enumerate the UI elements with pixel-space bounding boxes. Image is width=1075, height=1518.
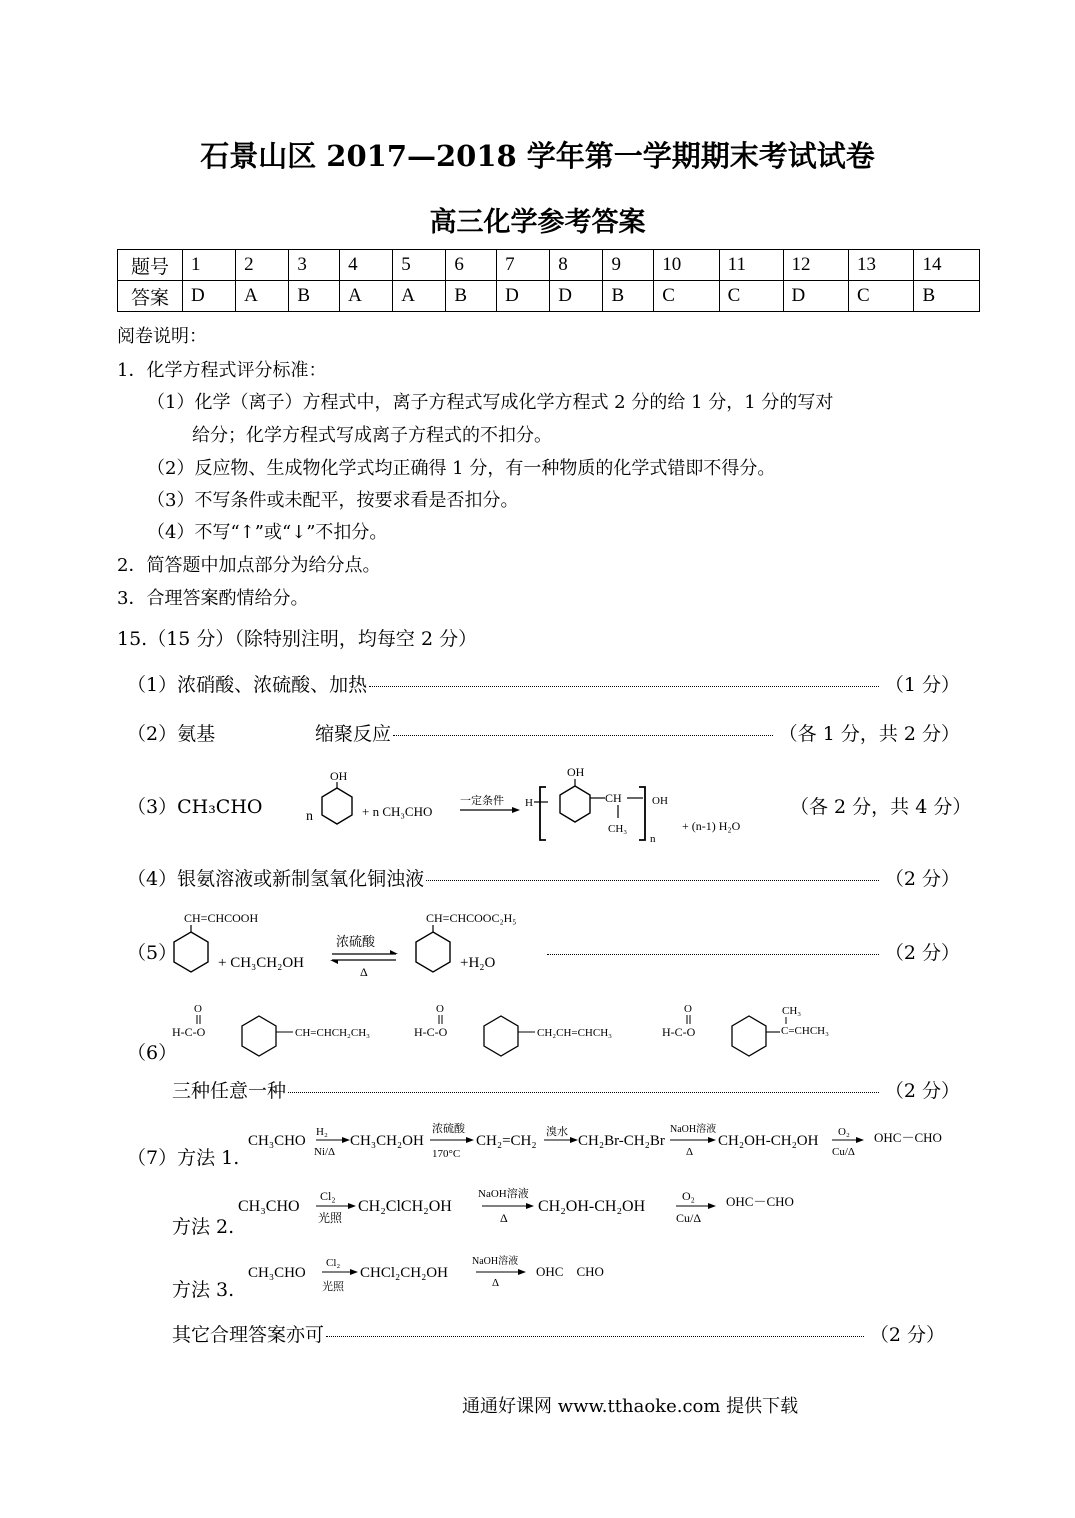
question-number-cell: 13: [848, 250, 913, 281]
eq3-condition: 一定条件: [460, 795, 504, 807]
eq3-water: + (n-1) H₂O: [682, 819, 741, 833]
answer-cell: D: [550, 281, 603, 312]
benzene-ring-icon: [416, 932, 450, 972]
m2-final-product: OHC－CHO: [726, 1194, 794, 1209]
eq3-ch: CH: [605, 791, 622, 805]
polymer-oh: OH: [567, 765, 585, 779]
question-number-cell: 6: [446, 250, 497, 281]
score-6: （2 分）: [884, 1080, 960, 1102]
footer-source: 通通好课网 www.tthaoke.com 提供下载: [462, 1396, 799, 1417]
eq3-end-oh: OH: [652, 795, 668, 807]
arrow-head: [466, 1137, 474, 1143]
m1-product-3: CH₂Br-CH₂Br: [578, 1133, 665, 1149]
m1-start: CH₃CHO: [248, 1133, 306, 1149]
phenol-oh: OH: [330, 769, 348, 783]
score-1: （1 分）: [884, 674, 960, 696]
m3-product-1: CHCl₂CH₂OH: [360, 1265, 448, 1281]
bracket-left: [540, 787, 546, 840]
method-1-label: （7）方法 1.: [127, 1147, 240, 1169]
answer-cell: B: [289, 281, 340, 312]
benzene-ring-icon: [484, 1016, 518, 1056]
answer-cell: A: [340, 281, 393, 312]
arrow-head: [342, 1137, 350, 1143]
answer-cell: C: [719, 281, 783, 312]
eq5-heat: Δ: [360, 965, 368, 979]
question-number-cell: 10: [654, 250, 719, 281]
question-number-cell: 8: [550, 250, 603, 281]
m2-condition-1: 光照: [318, 1211, 343, 1225]
eq5-ester-side: CH=CHCOOC₂H₅: [426, 911, 517, 925]
answer-1: [127, 670, 960, 697]
table-row: [118, 281, 980, 312]
isomer-2-side-chain: CH₂CH=CHCH₃: [537, 1027, 612, 1039]
m1-product-4: CH₂OH-CH₂OH: [718, 1133, 819, 1149]
isomer-2: [414, 1003, 612, 1056]
note-1-1: （1）化学（离子）方程式中，离子方程式写成化学方程式 2 分的给 1 分，1 分的写对: [147, 392, 834, 413]
answer-cell: B: [914, 281, 980, 312]
m3-reagent-1: Cl₂: [326, 1257, 341, 1269]
answer-4-text: （4）银氨溶液或新制氢氧化铜浊液: [127, 868, 425, 890]
question-number-cell: 3: [289, 250, 340, 281]
leader-dots: [393, 735, 773, 736]
carbonyl-o: O: [436, 1003, 444, 1015]
eq3-subscript-n: n: [650, 833, 656, 845]
m1-reagent-3: 溴水: [546, 1126, 568, 1138]
note-2: 2．简答题中加点部分为给分点。: [117, 555, 381, 576]
question-number-cell: 11: [719, 250, 783, 281]
answer-1-text: （1）浓硝酸、浓硫酸、加热: [127, 674, 368, 696]
answer-3-label: （3）CH₃CHO: [127, 796, 263, 818]
method-2-label: 方法 2.: [172, 1216, 235, 1238]
leader-dots: [426, 880, 879, 881]
note-1-4: （4）不写“↑”或“↓”不扣分。: [147, 522, 388, 543]
answer-5-score-line: [545, 938, 960, 965]
score-7: （2 分）: [869, 1324, 945, 1346]
m2-product-1: CH₂ClCH₂OH: [358, 1198, 452, 1215]
arrow-head: [390, 950, 398, 954]
question-number-cell: 4: [340, 250, 393, 281]
leader-dots: [288, 1092, 879, 1093]
question-number-cell: 2: [236, 250, 289, 281]
m1-reagent-5: O₂: [838, 1126, 850, 1138]
eq5-condition: 浓硫酸: [336, 934, 376, 949]
leader-dots: [326, 1336, 864, 1337]
m1-condition-5: Cu/Δ: [832, 1146, 855, 1158]
bracket-right: [639, 787, 645, 840]
isomer-3: [662, 1003, 829, 1056]
eq5-water: +H₂O: [460, 955, 496, 971]
answer-6-label: （6）: [127, 1042, 178, 1064]
m1-condition-1: Ni/Δ: [314, 1146, 336, 1158]
m1-reagent-2: 浓硫酸: [432, 1123, 465, 1135]
question-number-cell: 5: [393, 250, 446, 281]
note-1-1-cont: 给分；化学方程式写成离子方程式的不扣分。: [192, 425, 552, 446]
question-number-cell: 12: [783, 250, 848, 281]
table-row: [118, 250, 980, 281]
answer-5-label: （5）: [127, 942, 178, 964]
m3-condition-2: Δ: [492, 1277, 500, 1289]
answer-cell: D: [497, 281, 550, 312]
leader-dots: [547, 954, 879, 955]
answer-cell: C: [848, 281, 913, 312]
isomer-1: [172, 1003, 370, 1056]
document-subtitle: 高三化学参考答案: [429, 207, 646, 238]
m2-product-2: CH₂OH-CH₂OH: [538, 1198, 646, 1215]
carbonyl-o: O: [684, 1003, 692, 1015]
polymerization-equation: [300, 760, 790, 850]
answer-4: [127, 864, 960, 891]
answer-2-text: 缩聚反应: [315, 723, 392, 745]
notes-heading: 阅卷说明：: [117, 326, 207, 347]
q15-header: 15.（15 分）（除特别注明，均每空 2 分）: [117, 628, 478, 650]
m1-condition-2: 170°C: [432, 1148, 461, 1160]
note-3: 3．合理答案酌情给分。: [117, 588, 309, 609]
answer-2: [127, 719, 960, 746]
method-3-label: 方法 3.: [172, 1279, 235, 1301]
table-header-cell: 答案: [118, 281, 183, 312]
answer-cell: D: [783, 281, 848, 312]
formate-group: H-C-O: [662, 1025, 696, 1039]
m2-reagent-2: NaOH溶液: [478, 1188, 529, 1200]
isomer-3-side-chain: C=CHCH₃: [781, 1025, 829, 1037]
m1-product-2: CH₂=CH₂: [476, 1133, 537, 1149]
eq3-ch3: CH₃: [608, 823, 628, 835]
eq3-h: H: [525, 797, 533, 809]
esterification-equation: [160, 904, 550, 984]
answer-cell: B: [446, 281, 497, 312]
answer-6-text: 三种任意一种: [172, 1080, 287, 1102]
arrow-head: [330, 960, 338, 964]
m2-reagent-1: Cl₂: [320, 1189, 336, 1203]
arrow-head: [708, 1137, 716, 1143]
answer-cell: A: [236, 281, 289, 312]
arrow-head: [708, 1203, 716, 1209]
note-1-3: （3）不写条件或未配平，按要求看是否扣分。: [147, 490, 519, 511]
answer-cell: B: [603, 281, 654, 312]
answer-2-label: （2）氨基: [127, 723, 216, 745]
m2-reagent-3: O₂: [682, 1189, 695, 1203]
m1-condition-4: Δ: [686, 1146, 694, 1158]
benzene-ring-icon: [560, 786, 590, 822]
m1-reagent-4: NaOH溶液: [670, 1124, 717, 1135]
eq3-n: n: [306, 809, 313, 824]
m2-start: CH₃CHO: [238, 1198, 300, 1215]
formate-group: H-C-O: [172, 1025, 206, 1039]
score-3: （各 2 分，共 4 分）: [790, 796, 972, 818]
score-5: （2 分）: [884, 942, 960, 964]
question-number-cell: 7: [497, 250, 550, 281]
question-number-cell: 9: [603, 250, 654, 281]
m3-final-product: OHC CHO: [536, 1264, 604, 1279]
note-1-2: （2）反应物、生成物化学式均正确得 1 分，有一种物质的化学式错即不得分。: [147, 458, 776, 479]
note-1: 1．化学方程式评分标准：: [117, 360, 327, 381]
arrow-head: [856, 1137, 864, 1143]
method-2-route: [236, 1184, 836, 1234]
score-2: （各 1 分，共 2 分）: [778, 723, 960, 745]
score-4: （2 分）: [884, 868, 960, 890]
eq5-alcohol: + CH₃CH₂OH: [218, 955, 305, 971]
answer-cell: C: [654, 281, 719, 312]
m1-final-product: OHC－CHO: [874, 1130, 942, 1145]
arrow-head: [570, 1137, 578, 1143]
m3-reagent-2: NaOH溶液: [472, 1256, 519, 1267]
document-title: 石景山区 2017—2018 学年第一学期期末考试试卷: [200, 139, 875, 173]
methyl-group: CH₃: [782, 1005, 802, 1017]
answer-7: [172, 1320, 945, 1347]
eq3-reagent: + n CH₃CHO: [362, 804, 433, 819]
question-number-cell: 1: [183, 250, 236, 281]
method-1-route: [246, 1120, 976, 1170]
m2-condition-2: Δ: [500, 1211, 508, 1225]
method-3-route: [246, 1250, 646, 1300]
leader-dots: [369, 686, 879, 687]
m3-condition-1: 光照: [322, 1281, 344, 1293]
arrow-head: [348, 1203, 356, 1209]
answer-cell: D: [183, 281, 236, 312]
benzene-ring-icon: [174, 932, 208, 972]
arrow-head: [512, 807, 520, 813]
answer-table: [117, 249, 980, 312]
formate-group: H-C-O: [414, 1025, 448, 1039]
arrow-head: [350, 1269, 358, 1275]
table-header-cell: 题号: [118, 250, 183, 281]
m1-reagent-1: H₂: [316, 1126, 328, 1138]
answer-cell: A: [393, 281, 446, 312]
answer-7-text: 其它合理答案亦可: [172, 1324, 325, 1346]
isomer-1-side-chain: CH=CHCH₂CH₃: [295, 1027, 370, 1039]
benzene-ring-icon: [732, 1016, 766, 1056]
benzene-ring-icon: [242, 1016, 276, 1056]
m3-start: CH₃CHO: [248, 1265, 306, 1281]
eq5-acid-side: CH=CHCOOH: [184, 911, 259, 925]
answer-6: [172, 1076, 960, 1103]
m1-product-1: CH₃CH₂OH: [350, 1133, 424, 1149]
carbonyl-o: O: [194, 1003, 202, 1015]
question-number-cell: 14: [914, 250, 980, 281]
benzene-ring-icon: [322, 788, 352, 824]
m2-condition-3: Cu/Δ: [676, 1211, 702, 1225]
arrow-head: [518, 1269, 526, 1275]
arrow-head: [526, 1203, 534, 1209]
isomer-structures: [168, 1000, 888, 1060]
